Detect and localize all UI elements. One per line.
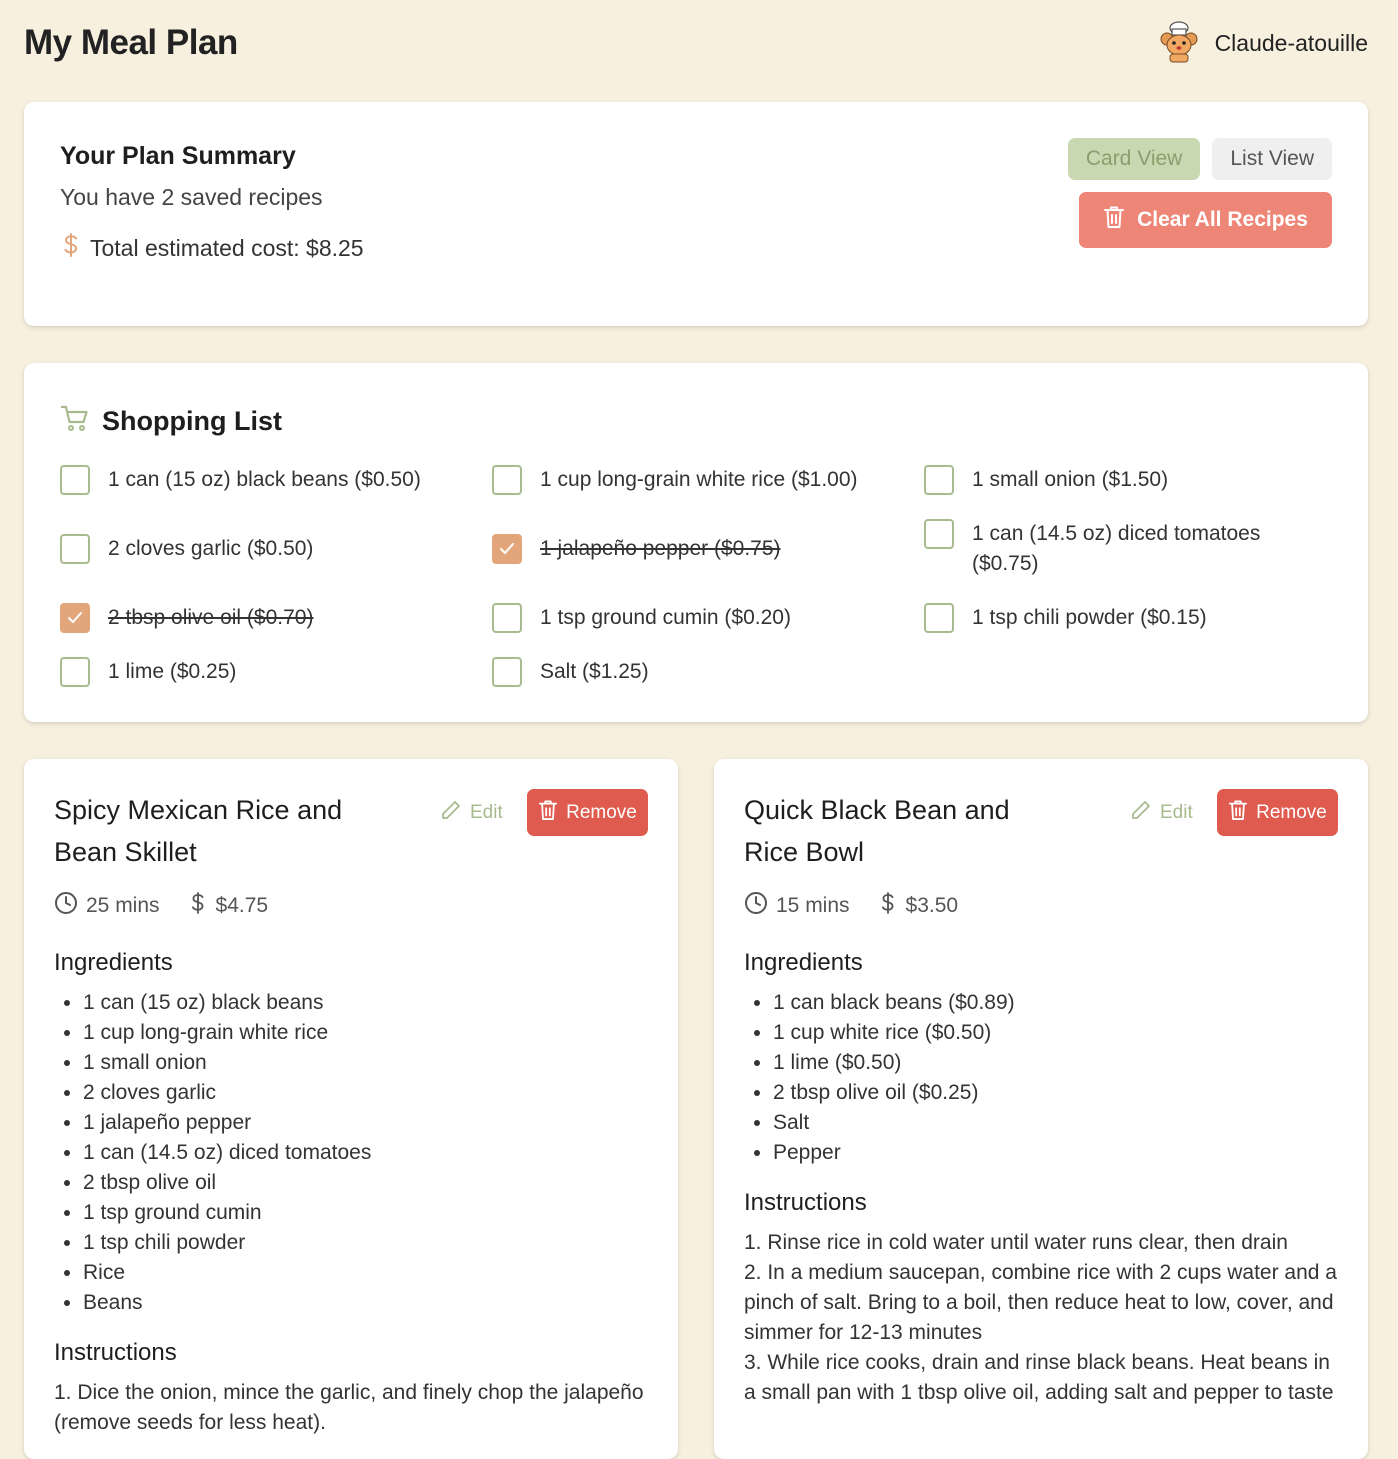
- ingredient-item: • 1 tsp ground cumin: [83, 1198, 371, 1228]
- ingredient-item: • 1 can (14.5 oz) diced tomatoes: [83, 1138, 371, 1168]
- ingredient-item: • 2 tbsp olive oil ($0.25): [773, 1078, 1015, 1108]
- item-label: Salt ($1.25): [540, 660, 649, 683]
- instructions-heading: Instructions: [54, 1339, 177, 1366]
- ingredients-heading: Ingredients: [744, 949, 863, 976]
- recipe-card: [714, 759, 1368, 1459]
- instruction-step: 3. While rice cooks, drain and rinse black beans. Heat beans in a small pan with 1 tbsp olive oil, adding salt and pepper to taste: [744, 1351, 1334, 1404]
- dollar-icon: [60, 232, 82, 264]
- instructions-list: [744, 1228, 1340, 1408]
- remove-label: Remove: [1256, 801, 1327, 823]
- user-menu[interactable]: [1157, 19, 1368, 68]
- checkmark-icon: [67, 611, 83, 625]
- instructions-heading: Instructions: [744, 1189, 867, 1216]
- shopping-item[interactable]: [924, 519, 1284, 579]
- ingredient-item: • Pepper: [773, 1138, 1015, 1168]
- pencil-icon: [1130, 799, 1152, 827]
- recipe-meta: [744, 891, 958, 921]
- shopping-item[interactable]: [60, 603, 313, 633]
- item-checkbox[interactable]: [60, 465, 90, 495]
- item-label: 1 tsp chili powder ($0.15): [972, 606, 1207, 629]
- item-checkbox[interactable]: [492, 465, 522, 495]
- shopping-list-card: [24, 363, 1368, 722]
- shopping-item[interactable]: [492, 657, 649, 687]
- recipe-cost-value: $4.75: [215, 894, 269, 917]
- clear-all-recipes-button[interactable]: [1079, 192, 1332, 248]
- trash-icon: [1228, 799, 1248, 827]
- ingredient-item: • 1 can black beans ($0.89): [773, 988, 1015, 1018]
- recipe-card: [24, 759, 678, 1459]
- ingredient-item: • 1 lime ($0.50): [773, 1048, 1015, 1078]
- pencil-icon: [440, 799, 462, 827]
- ingredients-list: [744, 988, 1015, 1168]
- ingredient-item: • 1 small onion: [83, 1048, 371, 1078]
- clear-all-label: Clear All Recipes: [1137, 208, 1308, 231]
- item-checkbox[interactable]: [60, 534, 90, 564]
- ingredient-item: • Beans: [83, 1288, 371, 1318]
- item-label: 1 can (15 oz) black beans ($0.50): [108, 468, 421, 491]
- ingredient-item: • 1 can (15 oz) black beans: [83, 988, 371, 1018]
- card-view-button[interactable]: Card View: [1068, 138, 1201, 180]
- ingredients-heading: Ingredients: [54, 949, 173, 976]
- dollar-icon: [878, 891, 898, 921]
- instruction-step: 1. Dice the onion, mince the garlic, and finely chop the jalapeño (remove seeds for less heat).: [54, 1381, 644, 1434]
- app-header: [24, 18, 1368, 68]
- summary-title: Your Plan Summary: [60, 142, 296, 170]
- ingredient-item: • Rice: [83, 1258, 371, 1288]
- shopping-item[interactable]: [492, 603, 791, 633]
- recipe-cost: [878, 891, 959, 921]
- chef-mouse-avatar-icon: [1157, 19, 1201, 68]
- total-cost-text: Total estimated cost: $8.25: [90, 234, 364, 261]
- item-label: 2 tbsp olive oil ($0.70): [108, 606, 314, 629]
- ingredient-item: • 1 tsp chili powder: [83, 1228, 371, 1258]
- list-view-button[interactable]: List View: [1212, 138, 1332, 180]
- edit-label: Edit: [470, 802, 503, 823]
- cook-time-value: 25 mins: [86, 894, 160, 917]
- trash-icon: [1103, 205, 1125, 235]
- recipe-title: Quick Black Bean and Rice Bowl: [744, 795, 1010, 867]
- remove-recipe-button[interactable]: [1217, 789, 1338, 836]
- item-checkbox[interactable]: [924, 465, 954, 495]
- shopping-item[interactable]: [492, 534, 781, 564]
- cook-time-value: 15 mins: [776, 894, 850, 917]
- item-label: 1 lime ($0.25): [108, 660, 237, 683]
- item-checkbox[interactable]: [924, 519, 954, 549]
- item-label: 1 small onion ($1.50): [972, 468, 1169, 491]
- ingredient-item: • 2 tbsp olive oil: [83, 1168, 371, 1198]
- ingredient-item: • Salt: [773, 1108, 1015, 1138]
- item-checkbox[interactable]: [492, 657, 522, 687]
- remove-recipe-button[interactable]: [527, 789, 648, 836]
- shopping-item[interactable]: [60, 657, 236, 687]
- remove-label: Remove: [566, 801, 637, 823]
- shopping-cart-icon: [60, 403, 90, 440]
- shopping-item[interactable]: [924, 603, 1207, 633]
- dollar-icon: [188, 891, 208, 921]
- item-label: 1 can (14.5 oz) diced tomatoes ($0.75): [972, 522, 1261, 575]
- item-checkbox-checked[interactable]: [60, 603, 90, 633]
- user-name: Claude-atouille: [1214, 29, 1368, 56]
- ingredients-list: [54, 988, 371, 1318]
- shopping-item[interactable]: [492, 465, 858, 495]
- item-label: 1 tsp ground cumin ($0.20): [540, 606, 791, 629]
- shopping-item[interactable]: [60, 534, 313, 564]
- shopping-item[interactable]: [924, 465, 1168, 495]
- ingredient-item: • 2 cloves garlic: [83, 1078, 371, 1108]
- item-checkbox[interactable]: [924, 603, 954, 633]
- shopping-item[interactable]: [60, 465, 421, 495]
- ingredient-item: • 1 cup white rice ($0.50): [773, 1018, 1015, 1048]
- clock-icon: [54, 891, 78, 921]
- item-label: 2 cloves garlic ($0.50): [108, 537, 314, 560]
- cook-time: [54, 891, 160, 921]
- trash-icon: [538, 799, 558, 827]
- item-checkbox-checked[interactable]: [492, 534, 522, 564]
- instructions-list: [54, 1378, 654, 1438]
- instruction-step: 2. In a medium saucepan, combine rice with 2 cups water and a pinch of salt. Bring to a boil, then reduce heat to low, cover, and simmer for 12-13 minutes: [744, 1261, 1337, 1344]
- item-checkbox[interactable]: [492, 603, 522, 633]
- edit-recipe-button[interactable]: [440, 799, 503, 827]
- page-title: My Meal Plan: [24, 23, 238, 62]
- item-label: 1 jalapeño pepper ($0.75): [540, 537, 781, 560]
- view-toggle: [1068, 138, 1332, 180]
- clock-icon: [744, 891, 768, 921]
- checkmark-icon: [499, 542, 515, 556]
- ingredient-item: • 1 jalapeño pepper: [83, 1108, 371, 1138]
- saved-recipes-count: You have 2 saved recipes: [60, 184, 323, 210]
- plan-summary-card: [24, 102, 1368, 326]
- ingredient-item: • 1 cup long-grain white rice: [83, 1018, 371, 1048]
- item-label: 1 cup long-grain white rice ($1.00): [540, 468, 858, 491]
- recipe-cost-value: $3.50: [905, 894, 959, 917]
- cook-time: [744, 891, 850, 921]
- item-checkbox[interactable]: [60, 657, 90, 687]
- shopping-list-heading: [60, 403, 282, 440]
- recipe-meta: [54, 891, 268, 921]
- recipe-title: Spicy Mexican Rice and Bean Skillet: [54, 795, 343, 867]
- shopping-list-title: Shopping List: [102, 406, 282, 436]
- total-cost: [60, 232, 364, 264]
- recipe-cost: [188, 891, 269, 921]
- edit-recipe-button[interactable]: [1130, 799, 1193, 827]
- instruction-step: 1. Rinse rice in cold water until water runs clear, then drain: [744, 1231, 1288, 1254]
- edit-label: Edit: [1160, 802, 1193, 823]
